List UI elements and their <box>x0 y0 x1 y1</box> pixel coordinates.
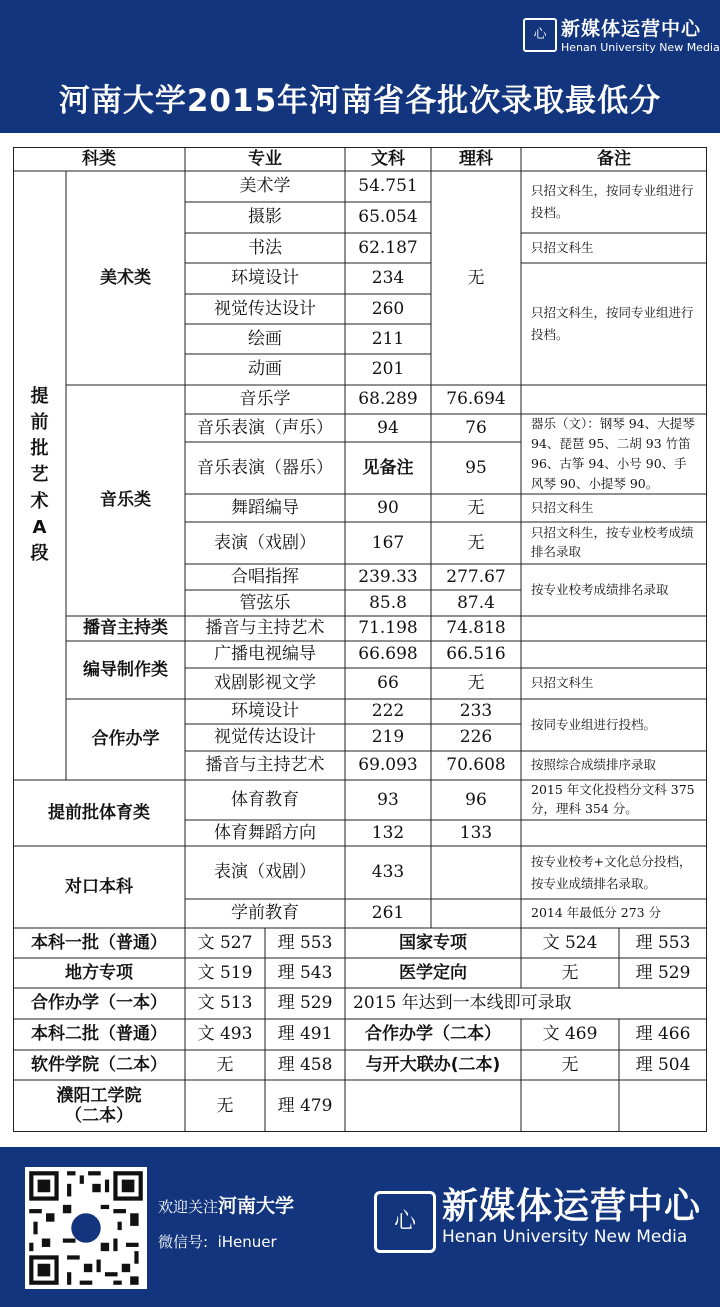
follow-label: 欢迎关注 <box>158 1198 219 1216</box>
science-score: 70.608 <box>446 755 506 776</box>
arts-score: 433 <box>371 862 405 883</box>
arts-score: 94 <box>377 417 399 438</box>
footer-banner <box>0 1147 720 1307</box>
science-score: 233 <box>459 701 493 722</box>
major-cell: 环境设计 <box>231 701 299 722</box>
score-table <box>13 147 707 1132</box>
remark-cell: 按同专业组进行投档。 <box>531 716 657 732</box>
major-cell: 书法 <box>248 237 282 258</box>
arts-score: 234 <box>371 268 405 289</box>
batch-label: 合作办学（一本） <box>31 993 167 1014</box>
arts-score: 222 <box>371 701 405 722</box>
batch-arts: 文 513 <box>197 993 253 1014</box>
major-cell: 广播电视编导 <box>214 644 316 665</box>
science-score: 无 <box>467 532 485 553</box>
category-cooperative: 合作办学 <box>91 729 160 750</box>
batch-arts: 文 527 <box>197 932 253 953</box>
school-name: 河南大学 <box>218 1195 295 1217</box>
major-cell: 视觉传达设计 <box>214 727 316 748</box>
science-score: 277.67 <box>446 566 506 587</box>
arts-score: 65.054 <box>358 207 418 228</box>
batch-arts: 无 <box>561 962 579 983</box>
arts-score: 66 <box>377 673 399 694</box>
science-score: 95 <box>465 457 487 478</box>
remark-cell: 只招文科生 <box>531 239 594 255</box>
science-score: 无 <box>467 267 485 288</box>
major-cell: 美术学 <box>239 176 291 197</box>
footer-brand-en: Henan University New Media <box>442 1226 688 1247</box>
remark-cell: 2015 年文化投档分文科 375 分，理科 354 分。 <box>531 782 695 816</box>
major-cell: 绘画 <box>248 328 282 349</box>
remark-cell: 只招文科生，按同专业组进行投档。 <box>531 304 694 342</box>
arts-score: 219 <box>371 727 405 748</box>
arts-score: 239.33 <box>358 566 418 587</box>
header-arts: 文科 <box>371 148 405 169</box>
wechat-id: iHenuer <box>217 1233 277 1251</box>
science-score: 66.516 <box>446 644 506 665</box>
brand-name <box>561 14 720 54</box>
major-cell: 戏剧影视文学 <box>214 673 316 694</box>
major-cell: 视觉传达设计 <box>214 298 316 319</box>
header-banner <box>0 0 720 133</box>
remark-cell: 按专业校考成绩排名录取 <box>531 581 669 597</box>
remark-cell: 只招文科生 <box>531 675 594 691</box>
remark-cell: 器乐（文）：钢琴 94、大提琴 94、琵琶 95、二胡 93 竹笛 96、古筝 94、小号 90、手风琴 90、小提琴 90。 <box>531 416 695 491</box>
remark-cell: 2014 年最低分 273 分 <box>531 905 662 921</box>
major-cell: 动画 <box>248 359 282 380</box>
batch-arts: 无 <box>561 1054 579 1075</box>
batch-science: 理 553 <box>635 932 691 953</box>
category-vocational: 对口本科 <box>65 876 133 897</box>
major-cell: 舞蹈编导 <box>231 497 299 518</box>
batch-label: 合作办学（二本） <box>365 1024 501 1045</box>
major-cell: 合唱指挥 <box>231 566 299 587</box>
art-batch-label <box>13 171 66 780</box>
art-label-char: 提 <box>30 386 49 408</box>
science-score: 76.694 <box>446 389 506 410</box>
arts-score: 90 <box>377 497 399 518</box>
major-cell: 音乐表演（声乐） <box>197 417 333 438</box>
header-major: 专业 <box>248 148 282 169</box>
brand-name-cn: 新媒体运营中心 <box>561 18 702 40</box>
header-remarks: 备注 <box>597 148 631 169</box>
science-score: 74.818 <box>446 618 506 639</box>
art-label-char: A <box>32 516 47 538</box>
batch-science: 理 529 <box>277 993 333 1014</box>
science-score: 76 <box>465 417 487 438</box>
remark-cell: 只招文科生，按专业校考成绩排名录取 <box>531 525 694 559</box>
arts-score: 93 <box>377 789 399 810</box>
batch-arts: 文 493 <box>197 1024 253 1045</box>
header-category: 科类 <box>82 148 116 169</box>
batch-science: 理 479 <box>277 1095 333 1116</box>
header-science: 理科 <box>459 148 493 169</box>
arts-score: 66.698 <box>358 644 418 665</box>
arts-score: 261 <box>371 903 405 924</box>
arts-score: 54.751 <box>358 176 418 197</box>
batch-arts: 文 524 <box>542 932 598 953</box>
major-cell: 表演（戏剧） <box>214 862 316 883</box>
arts-score: 62.187 <box>358 237 418 258</box>
batch-label: 本科一批（普通） <box>31 932 167 953</box>
arts-score: 见备注 <box>362 457 414 478</box>
footer-brand-cn: 新媒体运营中心 <box>442 1186 702 1227</box>
major-cell: 环境设计 <box>231 268 299 289</box>
batch-note: 2015 年达到一本线即可录取 <box>353 993 572 1014</box>
footer-logo-icon: 心 <box>374 1191 436 1253</box>
qr-code-icon[interactable] <box>25 1167 147 1289</box>
batch-arts: 无 <box>216 1095 234 1116</box>
science-score: 96 <box>465 789 487 810</box>
brand-name-en: Henan University New Media <box>561 41 720 54</box>
batch-label: 国家专项 <box>399 932 467 953</box>
batch-arts: 文 519 <box>197 962 253 983</box>
science-score: 226 <box>459 727 493 748</box>
major-cell: 表演（戏剧） <box>214 532 316 553</box>
art-label-char: 批 <box>30 438 49 460</box>
title-panel <box>0 65 720 125</box>
batch-label: 与开大联办(二本) <box>365 1054 501 1075</box>
major-cell: 音乐学 <box>239 389 291 410</box>
major-cell: 播音与主持艺术 <box>205 618 325 639</box>
science-score: 无 <box>467 497 485 518</box>
batch-science: 理 529 <box>635 962 691 983</box>
wechat-info <box>158 1231 277 1252</box>
arts-score: 85.8 <box>369 592 407 613</box>
batch-label: 濮阳工学院（二本） <box>56 1085 142 1126</box>
wechat-label: 微信号: <box>158 1233 209 1251</box>
batch-label: 地方专项 <box>65 962 133 983</box>
remark-cell: 只招文科生 <box>531 499 594 515</box>
major-cell: 播音与主持艺术 <box>205 755 325 776</box>
category-music: 音乐类 <box>100 490 151 511</box>
batch-arts: 文 469 <box>542 1024 598 1045</box>
category-broadcasting: 播音主持类 <box>83 618 168 639</box>
page-title: 河南大学2015年河南省各批次录取最低分 <box>58 83 662 119</box>
art-label-char: 段 <box>30 542 49 564</box>
batch-science: 理 543 <box>277 962 333 983</box>
major-cell: 体育舞蹈方向 <box>214 822 316 843</box>
science-score: 87.4 <box>457 592 495 613</box>
batch-science: 理 466 <box>635 1024 691 1045</box>
arts-score: 132 <box>371 822 405 843</box>
arts-score: 68.289 <box>358 389 418 410</box>
art-label-char: 术 <box>30 490 49 512</box>
science-score: 133 <box>459 822 493 843</box>
remark-cell: 按专业校考+文化总分投档，按专业成绩排名录取。 <box>531 854 692 891</box>
arts-score: 71.198 <box>358 618 418 639</box>
batch-science: 理 553 <box>277 932 333 953</box>
major-cell: 摄影 <box>248 207 282 228</box>
art-label-char: 艺 <box>30 464 49 486</box>
follow-text <box>158 1191 294 1218</box>
batch-label: 软件学院（二本） <box>31 1054 167 1075</box>
arts-score: 201 <box>371 359 405 380</box>
arts-score: 69.093 <box>358 755 418 776</box>
science-score: 无 <box>467 673 485 694</box>
remark-cell: 只招文科生，按同专业组进行投档。 <box>531 182 694 220</box>
major-cell: 音乐表演（器乐） <box>197 457 333 478</box>
brand-logo-icon: 心 <box>523 18 557 52</box>
batch-arts: 无 <box>216 1054 234 1075</box>
major-cell: 管弦乐 <box>239 592 291 613</box>
batch-science: 理 458 <box>277 1054 333 1075</box>
remark-cell: 按照综合成绩排序录取 <box>531 757 657 773</box>
category-directing: 编导制作类 <box>83 659 168 680</box>
arts-score: 167 <box>371 532 405 553</box>
category-sports: 提前批体育类 <box>48 802 150 823</box>
batch-science: 理 491 <box>277 1024 333 1045</box>
arts-score: 260 <box>371 298 405 319</box>
arts-score: 211 <box>371 328 405 349</box>
footer-brand <box>442 1187 701 1247</box>
major-cell: 体育教育 <box>231 789 299 810</box>
category-fine-arts: 美术类 <box>100 267 151 288</box>
batch-science: 理 504 <box>635 1054 691 1075</box>
major-cell: 学前教育 <box>231 903 299 924</box>
batch-label: 医学定向 <box>399 962 467 983</box>
batch-label: 本科二批（普通） <box>31 1024 167 1045</box>
art-label-char: 前 <box>30 412 49 434</box>
